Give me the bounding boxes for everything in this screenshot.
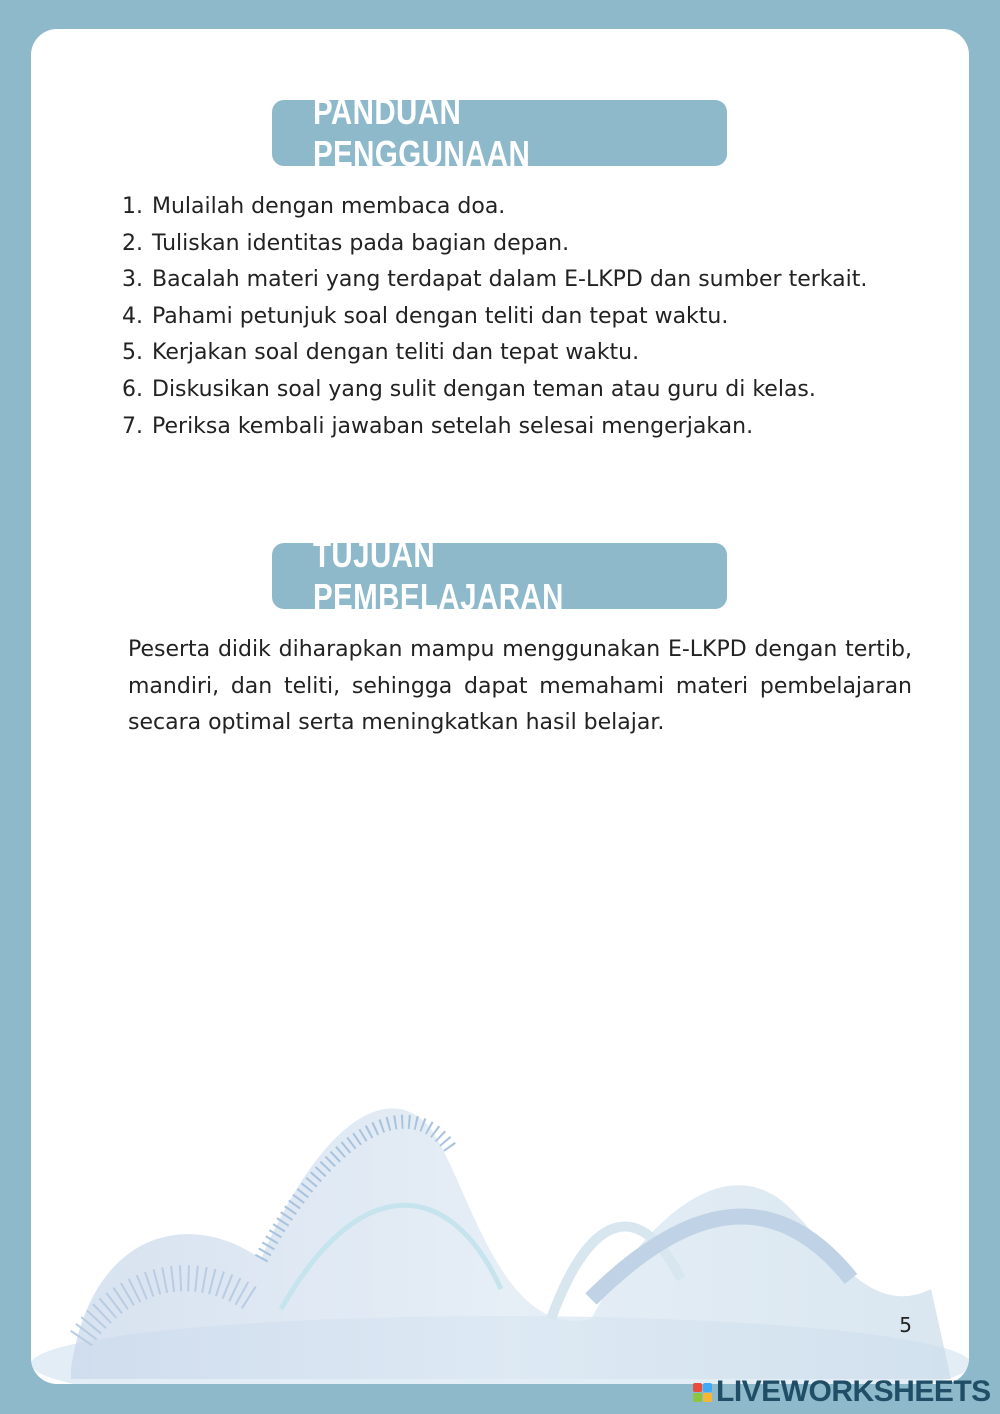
goal-heading-text: TUJUAN PEMBELAJARAN <box>312 534 564 617</box>
worksheet-page <box>31 29 969 1384</box>
wave-decoration <box>31 1089 969 1384</box>
list-item <box>122 409 912 446</box>
list-item-text: Kerjakan soal dengan teliti dan tepat waktu. <box>152 340 640 366</box>
goal-heading <box>272 534 727 617</box>
list-item-number: 2. <box>122 230 143 256</box>
list-item <box>122 189 912 226</box>
list-item-text: Tuliskan identitas pada bagian depan. <box>152 230 570 256</box>
list-item <box>122 262 912 299</box>
guide-heading <box>272 91 727 174</box>
list-item <box>122 299 912 336</box>
list-item <box>122 226 912 263</box>
list-item-text: Pahami petunjuk soal dengan teliti dan tepat waktu. <box>152 303 729 329</box>
list-item-text: Mulailah dengan membaca doa. <box>152 194 506 219</box>
list-item-number: 5. <box>122 340 143 366</box>
list-item-text: Bacalah materi yang terdapat dalam E-LKPD dan sumber terkait. <box>152 267 868 293</box>
guide-heading-text: PANDUAN PENGGUNAAN <box>312 91 531 174</box>
brand-name: LIVEWORKSHEETS <box>716 1375 991 1408</box>
list-item-number: 1. <box>122 194 143 219</box>
list-item-text: Diskusikan soal yang sulit dengan teman atau guru di kelas. <box>152 376 816 402</box>
guide-list <box>122 189 912 445</box>
list-item-text: Periksa kembali jawaban setelah selesai mengerjakan. <box>152 413 754 439</box>
goal-paragraph: Peserta didik diharapkan mampu menggunakan E-LKPD dengan tertib, mandiri, dan teliti, sehingga dapat memahami materi pembelajaran secara optimal serta meningkatkan hasil belajar. <box>128 637 912 736</box>
brand-watermark <box>693 1374 991 1410</box>
list-item <box>122 335 912 372</box>
list-item-number: 7. <box>122 413 143 439</box>
page-number: 5 <box>899 1313 912 1337</box>
liveworksheets-logo-icon <box>693 1383 712 1402</box>
list-item-number: 3. <box>122 267 143 293</box>
list-item-number: 6. <box>122 376 143 402</box>
list-item <box>122 372 912 409</box>
list-item-number: 4. <box>122 303 143 329</box>
